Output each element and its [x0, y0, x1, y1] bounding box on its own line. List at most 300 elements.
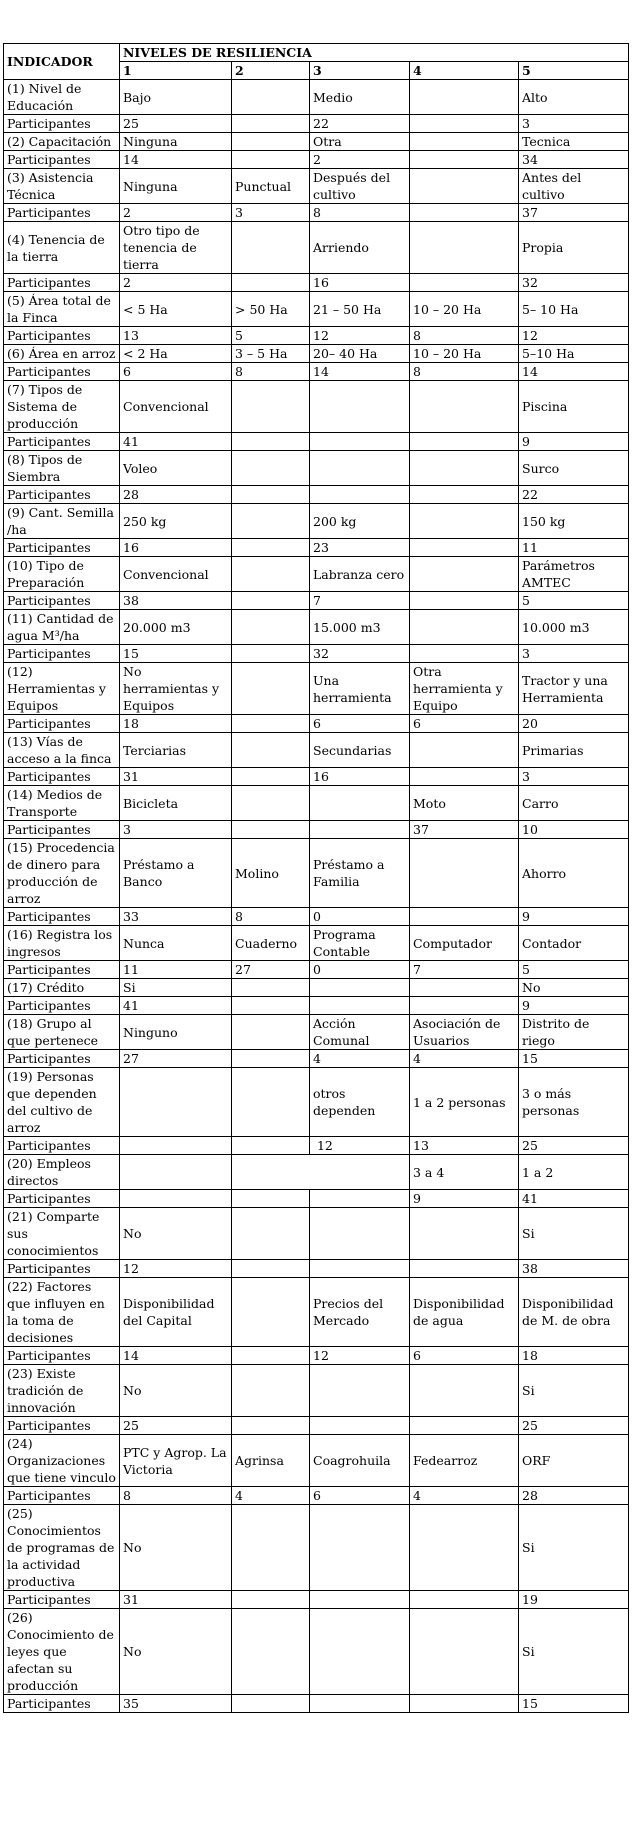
level-cell: Punctual: [232, 169, 310, 204]
level-cell: [310, 1190, 410, 1208]
level-cell: No: [120, 1365, 232, 1417]
level-cell: < 2 Ha: [120, 345, 232, 363]
level-cell: Surco: [519, 451, 629, 486]
level-cell: [410, 451, 519, 486]
indicator-cell: (17) Crédito: [4, 979, 120, 997]
level-cell: 3: [519, 768, 629, 786]
indicator-cell: (19) Personas que dependen del cultivo de arroz: [4, 1068, 120, 1137]
table-row: [4, 1260, 629, 1278]
level-cell: 20– 40 Ha: [310, 345, 410, 363]
indicator-cell: Participantes: [4, 821, 120, 839]
level-cell: [232, 451, 310, 486]
level-cell: [120, 1190, 232, 1208]
level-cell: Ninguna: [120, 169, 232, 204]
table-row: [4, 1347, 629, 1365]
level-cell: [410, 486, 519, 504]
level-cell: [232, 115, 310, 133]
table-row: [4, 1417, 629, 1435]
table-row: [4, 115, 629, 133]
level-cell: [232, 1591, 310, 1609]
level-cell: Después del cultivo: [310, 169, 410, 204]
level-cell: 10: [519, 821, 629, 839]
level-cell: [310, 486, 410, 504]
level-cell: [410, 381, 519, 433]
level-cell: [232, 274, 310, 292]
level-cell: [232, 1050, 310, 1068]
table-row: [4, 1365, 629, 1417]
table-row: [4, 1278, 629, 1347]
level-cell: 4: [232, 1487, 310, 1505]
level-cell: Distrito de riego: [519, 1015, 629, 1050]
level-cell: [232, 733, 310, 768]
indicator-cell: (15) Procedencia de dinero para producción de arroz: [4, 839, 120, 908]
level-cell: 10 – 20 Ha: [410, 345, 519, 363]
level-cell: 31: [120, 1591, 232, 1609]
level-cell: PTC y Agrop. La Victoria: [120, 1435, 232, 1487]
level-cell: Primarias: [519, 733, 629, 768]
level-cell: 11: [519, 539, 629, 557]
level-cell: [410, 592, 519, 610]
level-cell: 16: [310, 274, 410, 292]
indicator-cell: (12) Herramientas y Equipos: [4, 663, 120, 715]
table-row: [4, 1435, 629, 1487]
indicator-cell: (5) Área total de la Finca: [4, 292, 120, 327]
level-cell: [310, 997, 410, 1015]
level-cell: [232, 133, 310, 151]
level-cell: 200 kg: [310, 504, 410, 539]
table-row: [4, 821, 629, 839]
indicator-cell: (10) Tipo de Preparación: [4, 557, 120, 592]
level-cell: [410, 610, 519, 645]
header-level: 2: [232, 62, 310, 80]
level-cell: 18: [519, 1347, 629, 1365]
table-row: [4, 486, 629, 504]
level-cell: Ninguna: [120, 133, 232, 151]
level-cell: [232, 1347, 310, 1365]
table-row: [4, 908, 629, 926]
level-cell: 6: [410, 1347, 519, 1365]
level-cell: [232, 222, 310, 274]
level-cell: [410, 645, 519, 663]
level-cell: [410, 1591, 519, 1609]
level-cell: No: [120, 1609, 232, 1695]
table-row: [4, 715, 629, 733]
level-cell: 20: [519, 715, 629, 733]
level-cell: 4: [410, 1050, 519, 1068]
table-row: [4, 1208, 629, 1260]
level-cell: [232, 997, 310, 1015]
level-cell: 12: [519, 327, 629, 345]
indicator-cell: Participantes: [4, 433, 120, 451]
level-cell: [232, 663, 310, 715]
level-cell: Voleo: [120, 451, 232, 486]
header-level: 4: [410, 62, 519, 80]
indicator-cell: (14) Medios de Transporte: [4, 786, 120, 821]
level-cell: 2: [310, 151, 410, 169]
level-cell: Si: [519, 1609, 629, 1695]
table-row: [4, 204, 629, 222]
level-cell: [232, 80, 310, 115]
level-cell: [120, 1155, 232, 1190]
level-cell: 14: [519, 363, 629, 381]
level-cell: 12: [310, 327, 410, 345]
indicator-cell: (1) Nivel de Educación: [4, 80, 120, 115]
level-cell: Labranza cero: [310, 557, 410, 592]
table-row: [4, 1068, 629, 1137]
level-cell: 4: [410, 1487, 519, 1505]
table-row: [4, 733, 629, 768]
indicator-cell: Participantes: [4, 115, 120, 133]
level-cell: Secundarias: [310, 733, 410, 768]
level-cell: 21 – 50 Ha: [310, 292, 410, 327]
level-cell: 15.000 m3: [310, 610, 410, 645]
level-cell: [410, 1208, 519, 1260]
level-cell: Si: [519, 1505, 629, 1591]
level-cell: [232, 1015, 310, 1050]
level-cell: 35: [120, 1695, 232, 1713]
indicator-cell: Participantes: [4, 645, 120, 663]
indicator-cell: (13) Vías de acceso a la finca: [4, 733, 120, 768]
level-cell: 41: [120, 433, 232, 451]
level-cell: Piscina: [519, 381, 629, 433]
indicator-cell: (8) Tipos de Siembra: [4, 451, 120, 486]
level-cell: 5– 10 Ha: [519, 292, 629, 327]
indicator-cell: Participantes: [4, 908, 120, 926]
level-cell: [232, 151, 310, 169]
level-cell: Una herramienta: [310, 663, 410, 715]
level-cell: 14: [120, 1347, 232, 1365]
level-cell: [410, 539, 519, 557]
level-cell: 5: [232, 327, 310, 345]
level-cell: 33: [120, 908, 232, 926]
table-row: [4, 1155, 629, 1190]
indicator-cell: (9) Cant. Semilla /ha: [4, 504, 120, 539]
indicator-cell: Participantes: [4, 768, 120, 786]
level-cell: 5: [519, 592, 629, 610]
level-cell: No herramientas y Equipos: [120, 663, 232, 715]
level-cell: [232, 1417, 310, 1435]
level-cell: Acción Comunal: [310, 1015, 410, 1050]
indicator-cell: (2) Capacitación: [4, 133, 120, 151]
level-cell: [232, 592, 310, 610]
level-cell: [232, 715, 310, 733]
level-cell: Otra herramienta y Equipo: [410, 663, 519, 715]
level-cell: [310, 1591, 410, 1609]
table-row: [4, 133, 629, 151]
level-cell: 7: [310, 592, 410, 610]
indicator-cell: Participantes: [4, 1137, 120, 1155]
table-body: [4, 80, 629, 1713]
table-row: [4, 504, 629, 539]
table-row: [4, 645, 629, 663]
level-cell: 9: [519, 433, 629, 451]
table-row: [4, 1505, 629, 1591]
level-cell: 250 kg: [120, 504, 232, 539]
indicator-cell: Participantes: [4, 592, 120, 610]
indicator-cell: (21) Comparte sus conocimientos: [4, 1208, 120, 1260]
indicator-cell: (16) Registra los ingresos: [4, 926, 120, 961]
level-cell: 37: [519, 204, 629, 222]
level-cell: 9: [410, 1190, 519, 1208]
level-cell: 27: [120, 1050, 232, 1068]
level-cell: [310, 1365, 410, 1417]
level-cell: 8: [232, 908, 310, 926]
table-row: [4, 451, 629, 486]
level-cell: 12: [120, 1260, 232, 1278]
indicator-cell: (6) Área en arroz: [4, 345, 120, 363]
level-cell: 13: [410, 1137, 519, 1155]
level-cell: [310, 1505, 410, 1591]
table-row: [4, 610, 629, 645]
indicator-cell: Participantes: [4, 539, 120, 557]
level-cell: [232, 1505, 310, 1591]
table-row: [4, 151, 629, 169]
table-row: [4, 1591, 629, 1609]
level-cell: 19: [519, 1591, 629, 1609]
level-cell: Disponibilidad del Capital: [120, 1278, 232, 1347]
level-cell: [232, 610, 310, 645]
level-cell: 38: [519, 1260, 629, 1278]
level-cell: 14: [120, 151, 232, 169]
indicator-cell: Participantes: [4, 1591, 120, 1609]
table-row: [4, 1695, 629, 1713]
indicator-cell: Participantes: [4, 1347, 120, 1365]
level-cell: 20.000 m3: [120, 610, 232, 645]
level-cell: 15: [519, 1050, 629, 1068]
level-cell: [310, 979, 410, 997]
table-row: [4, 345, 629, 363]
level-cell: [232, 1068, 310, 1137]
indicator-cell: (20) Empleos directos: [4, 1155, 120, 1190]
level-cell: [232, 645, 310, 663]
level-cell: Otro tipo de tenencia de tierra: [120, 222, 232, 274]
level-cell: 18: [120, 715, 232, 733]
level-cell: 25: [519, 1417, 629, 1435]
level-cell: [232, 539, 310, 557]
level-cell: Arriendo: [310, 222, 410, 274]
level-cell: 16: [310, 768, 410, 786]
level-cell: 16: [120, 539, 232, 557]
level-cell: Disponibilidad de M. de obra: [519, 1278, 629, 1347]
table-row: [4, 433, 629, 451]
level-cell: 38: [120, 592, 232, 610]
level-cell: 3: [519, 115, 629, 133]
level-cell: Antes del cultivo: [519, 169, 629, 204]
indicator-cell: (18) Grupo al que pertenece: [4, 1015, 120, 1050]
level-cell: [410, 1695, 519, 1713]
level-cell: 41: [519, 1190, 629, 1208]
level-cell: Fedearroz: [410, 1435, 519, 1487]
level-cell: [120, 1137, 232, 1155]
table-row: [4, 768, 629, 786]
level-cell: [410, 733, 519, 768]
level-cell: Agrinsa: [232, 1435, 310, 1487]
indicator-cell: Participantes: [4, 961, 120, 979]
header-indicator: INDICADOR: [4, 44, 120, 80]
level-cell: [310, 433, 410, 451]
level-cell: 10 – 20 Ha: [410, 292, 519, 327]
level-cell: 23: [310, 539, 410, 557]
table-row: [4, 539, 629, 557]
indicator-cell: Participantes: [4, 486, 120, 504]
level-cell: 8: [120, 1487, 232, 1505]
level-cell: [232, 821, 310, 839]
level-cell: No: [120, 1505, 232, 1591]
table-row: [4, 363, 629, 381]
level-cell: 22: [519, 486, 629, 504]
level-cell: 5: [519, 961, 629, 979]
level-cell: 32: [310, 645, 410, 663]
level-cell: [410, 1260, 519, 1278]
table-row: [4, 1609, 629, 1695]
level-cell: Si: [519, 1208, 629, 1260]
level-cell: Disponibilidad de agua: [410, 1278, 519, 1347]
level-cell: Bajo: [120, 80, 232, 115]
level-cell: 31: [120, 768, 232, 786]
level-cell: 6: [120, 363, 232, 381]
level-cell: [410, 433, 519, 451]
level-cell: Alto: [519, 80, 629, 115]
level-cell: 13: [120, 327, 232, 345]
table-row: [4, 926, 629, 961]
level-cell: 9: [519, 997, 629, 1015]
level-cell: 25: [120, 1417, 232, 1435]
level-cell: > 50 Ha: [232, 292, 310, 327]
level-cell: Propia: [519, 222, 629, 274]
level-cell: Asociación de Usuarios: [410, 1015, 519, 1050]
level-cell: [232, 1365, 310, 1417]
level-cell: 0: [310, 908, 410, 926]
level-cell: 15: [120, 645, 232, 663]
level-cell: [232, 786, 310, 821]
level-cell: 10.000 m3: [519, 610, 629, 645]
level-cell: 1 a 2: [519, 1155, 629, 1190]
level-cell: [232, 486, 310, 504]
level-cell: Medio: [310, 80, 410, 115]
header-level: 1: [120, 62, 232, 80]
level-cell: [120, 1068, 232, 1137]
level-cell: [410, 1505, 519, 1591]
indicator-cell: Participantes: [4, 1695, 120, 1713]
level-cell: Otra: [310, 133, 410, 151]
table-row: [4, 663, 629, 715]
level-cell: 11: [120, 961, 232, 979]
level-cell: 3 a 4: [410, 1155, 519, 1190]
resilience-table: [3, 43, 629, 1713]
header-level: 5: [519, 62, 629, 80]
level-cell: Programa Contable: [310, 926, 410, 961]
level-cell: [410, 80, 519, 115]
indicator-cell: (23) Existe tradición de innovación: [4, 1365, 120, 1417]
indicator-cell: Participantes: [4, 151, 120, 169]
level-cell: [232, 1278, 310, 1347]
level-cell: 6: [310, 1487, 410, 1505]
table-row: [4, 1487, 629, 1505]
level-cell: ORF: [519, 1435, 629, 1487]
level-cell: [310, 1417, 410, 1435]
indicator-cell: (7) Tipos de Sistema de producción: [4, 381, 120, 433]
level-cell: 12: [310, 1347, 410, 1365]
level-cell: [310, 381, 410, 433]
level-cell: Convencional: [120, 557, 232, 592]
level-cell: [410, 1417, 519, 1435]
level-cell: 8: [410, 327, 519, 345]
level-cell: [232, 1155, 410, 1190]
level-cell: [232, 1208, 310, 1260]
level-cell: [410, 204, 519, 222]
level-cell: Préstamo a Banco: [120, 839, 232, 908]
table-row: [4, 222, 629, 274]
indicator-cell: Participantes: [4, 204, 120, 222]
level-cell: Ninguno: [120, 1015, 232, 1050]
level-cell: 27: [232, 961, 310, 979]
level-cell: [410, 908, 519, 926]
level-cell: Contador: [519, 926, 629, 961]
level-cell: 4: [310, 1050, 410, 1068]
header-level: 3: [310, 62, 410, 80]
level-cell: 1 a 2 personas: [410, 1068, 519, 1137]
level-cell: [410, 768, 519, 786]
level-cell: Parámetros AMTEC: [519, 557, 629, 592]
table-row: [4, 1050, 629, 1068]
level-cell: 3: [232, 204, 310, 222]
level-cell: [232, 1190, 310, 1208]
level-cell: Terciarias: [120, 733, 232, 768]
level-cell: 14: [310, 363, 410, 381]
level-cell: 37: [410, 821, 519, 839]
level-cell: 7: [410, 961, 519, 979]
level-cell: Si: [120, 979, 232, 997]
page: [0, 43, 634, 1847]
level-cell: 15: [519, 1695, 629, 1713]
indicator-cell: (22) Factores que influyen en la toma de decisiones: [4, 1278, 120, 1347]
level-cell: 9: [519, 908, 629, 926]
level-cell: No: [519, 979, 629, 997]
indicator-cell: Participantes: [4, 997, 120, 1015]
level-cell: Carro: [519, 786, 629, 821]
level-cell: [232, 1137, 310, 1155]
level-cell: [310, 1609, 410, 1695]
level-cell: 41: [120, 997, 232, 1015]
indicator-cell: Participantes: [4, 274, 120, 292]
indicator-cell: Participantes: [4, 363, 120, 381]
level-cell: Convencional: [120, 381, 232, 433]
indicator-cell: Participantes: [4, 1417, 120, 1435]
level-cell: [232, 504, 310, 539]
level-cell: [232, 768, 310, 786]
table-row: [4, 327, 629, 345]
level-cell: 8: [410, 363, 519, 381]
level-cell: 2: [120, 204, 232, 222]
level-cell: 8: [232, 363, 310, 381]
level-cell: 2: [120, 274, 232, 292]
table-row: [4, 557, 629, 592]
table-row: [4, 1137, 629, 1155]
level-cell: [310, 786, 410, 821]
indicator-cell: Participantes: [4, 1190, 120, 1208]
level-cell: [232, 381, 310, 433]
level-cell: [232, 1695, 310, 1713]
level-cell: 28: [519, 1487, 629, 1505]
level-cell: 3: [519, 645, 629, 663]
table-row: [4, 381, 629, 433]
level-cell: 28: [120, 486, 232, 504]
indicator-cell: (24) Organizaciones que tiene vinculo: [4, 1435, 120, 1487]
level-cell: Bicicleta: [120, 786, 232, 821]
level-cell: 8: [310, 204, 410, 222]
level-cell: Nunca: [120, 926, 232, 961]
table-row: [4, 997, 629, 1015]
